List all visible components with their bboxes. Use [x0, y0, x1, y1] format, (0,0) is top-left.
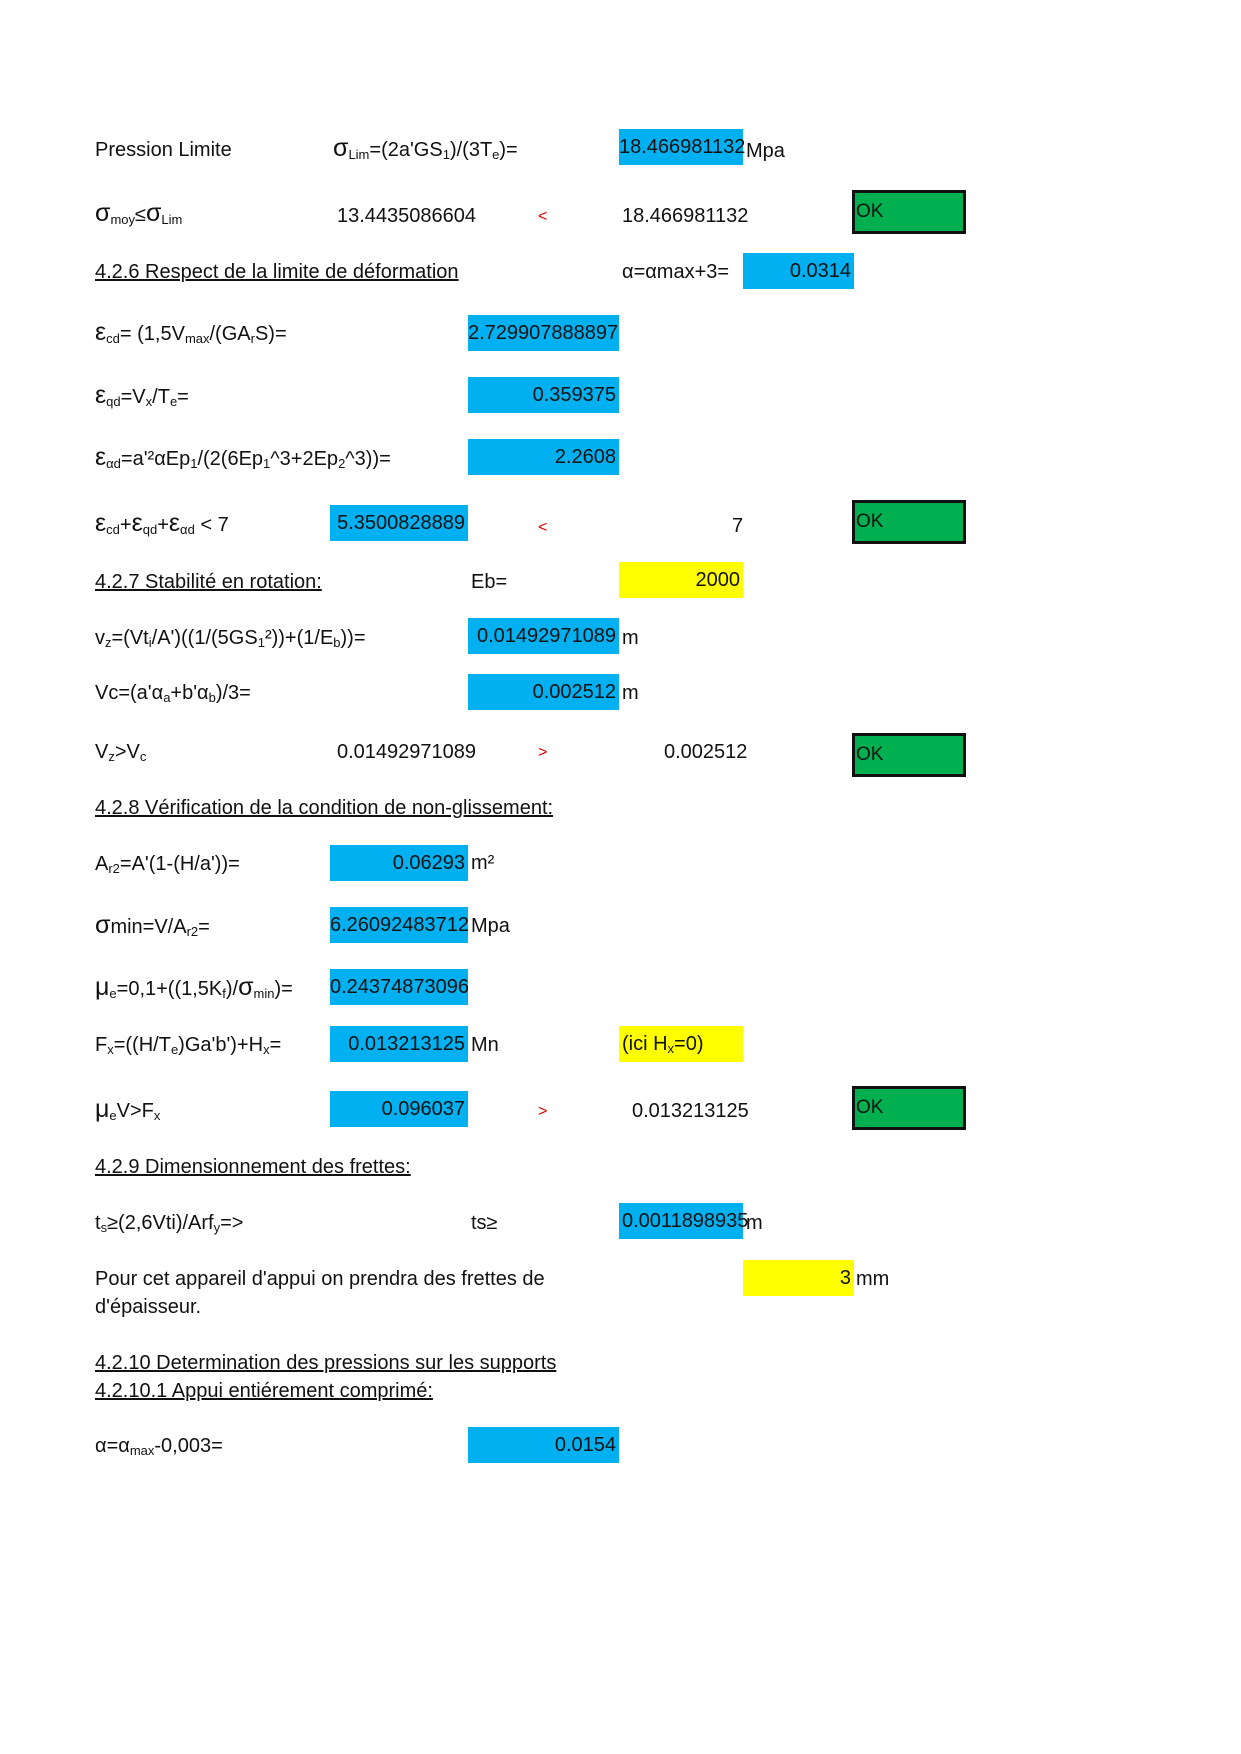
v-check-label: $V_z>V_c$: [95, 741, 147, 764]
vc-unit: m: [622, 682, 639, 704]
ts-label: ts≥: [471, 1212, 498, 1234]
frettes-unit: mm: [856, 1268, 890, 1290]
section-4-2-10-1-title: 4.2.10.1 Appui entiérement comprimé:: [95, 1380, 433, 1402]
frettes-text-line2: d'épaisseur.: [95, 1296, 202, 1318]
v-check-status: OK: [852, 733, 966, 777]
eps-check-lhs[interactable]: 5.3500828889: [330, 505, 468, 541]
eps-qd-formula: $\varepsilon_{qd}=V_x/T_e=$: [95, 381, 189, 409]
pression-limite-label: Pression Limite: [95, 139, 232, 161]
sigma-lim-formula: $\sigma_{Lim}=(2a'GS_1)/(3T_e)=$: [333, 134, 518, 162]
mu-check-lhs[interactable]: 0.096037: [330, 1091, 468, 1127]
sigma-min-formula: $\sigma\min=V/A_{r2}=$: [95, 911, 210, 939]
fx-unit: Mn: [471, 1034, 499, 1056]
mu-check-rhs: 0.013213125: [632, 1100, 749, 1122]
sigma-check-rhs: 18.466981132: [622, 205, 749, 227]
vz-value[interactable]: 0.01492971089: [468, 618, 619, 654]
mu-check-status: OK: [852, 1086, 966, 1130]
eps-ad-value[interactable]: 2.2608: [468, 439, 619, 475]
ar2-unit: m²: [471, 852, 495, 874]
sigma-min-value[interactable]: 6.26092483712: [330, 907, 468, 943]
vz-unit: m: [622, 627, 639, 649]
fx-formula: $F_x=((H/T_e)Ga'b')+H_x=$: [95, 1034, 282, 1057]
vc-formula: $Vc=(a'\alpha_a+b'\alpha_b)/3=$: [95, 682, 251, 705]
eps-cd-formula: $\varepsilon_{cd}= (1,5V_{max}/(GA_rS)=$: [95, 318, 287, 346]
alpha-final-value[interactable]: 0.0154: [468, 1427, 619, 1463]
eps-ad-formula: $\varepsilon_{\alpha d}=a'^2\alpha Ep_1/(2(6Ep_1\^{}3+2Ep_2\^{}3))=$: [95, 443, 391, 471]
eps-check-label: $\varepsilon_{cd}+\varepsilon_{qd}+\varepsilon_{\alpha d} < 7$: [95, 509, 229, 537]
sigma-check-lhs: 13.4435086604: [337, 205, 477, 227]
alpha-formula: α=αmax+3=: [622, 261, 730, 283]
section-4-2-6-title: 4.2.6 Respect de la limite de déformation: [95, 261, 459, 283]
ts-formula: $t_s\ge(2,6Vti)/Arf_y=>$: [95, 1212, 244, 1235]
mu-check-operator: >: [538, 1103, 548, 1120]
eb-label: Eb=: [471, 571, 508, 593]
v-check-rhs: 0.002512: [664, 741, 748, 763]
frettes-value[interactable]: 3: [743, 1260, 854, 1296]
eps-check-operator: <: [538, 519, 548, 536]
section-4-2-9-title: 4.2.9 Dimensionnement des frettes:: [95, 1156, 411, 1178]
mu-e-formula: $\mu_e=0,1+((1,5K_f)/\sigma_{min})=$: [95, 973, 293, 1001]
ts-value[interactable]: 0.0011898935: [619, 1203, 743, 1239]
v-check-lhs: 0.01492971089: [337, 741, 477, 763]
fx-value[interactable]: 0.013213125: [330, 1026, 468, 1062]
section-4-2-8-title: 4.2.8 Vérification de la condition de non-glissement:: [95, 797, 554, 819]
fx-note: (ici $H_x=0$): [619, 1026, 743, 1062]
eb-value[interactable]: 2000: [619, 562, 743, 598]
ar2-formula: $A_{r2}=A'(1-(H/a'))=$: [95, 853, 240, 876]
sigma-lim-unit: Mpa: [746, 140, 785, 162]
eps-qd-value[interactable]: 0.359375: [468, 377, 619, 413]
eps-check-rhs: 7: [732, 515, 744, 537]
section-4-2-10-title: 4.2.10 Determination des pressions sur les supports: [95, 1352, 557, 1374]
alpha-value[interactable]: 0.0314: [743, 253, 854, 289]
v-check-operator: >: [538, 744, 548, 761]
sigma-check-status: OK: [852, 190, 966, 234]
section-4-2-7-title: 4.2.7 Stabilité en rotation:: [95, 571, 322, 593]
vc-value[interactable]: 0.002512: [468, 674, 619, 710]
eps-cd-value[interactable]: 2.729907888897: [468, 315, 619, 351]
mu-e-value[interactable]: 0.24374873096: [330, 969, 468, 1005]
vz-formula: $v_z=(Vt_i/A')((1/(5GS_1^2))+(1/E_b))=$: [95, 627, 366, 650]
sigma-min-unit: Mpa: [471, 915, 510, 937]
alpha-final-formula: $\alpha=\alpha_{max}-0,003=$: [95, 1435, 223, 1458]
mu-check-label: $\mu_eV>F_x$: [95, 1095, 161, 1123]
sigma-lim-value[interactable]: 18.466981132: [619, 129, 743, 165]
sigma-check-label: $\sigma_{moy}\le\sigma_{Lim}$: [95, 199, 183, 227]
frettes-text-line1: Pour cet appareil d'appui on prendra des frettes de: [95, 1268, 545, 1290]
sigma-check-operator: <: [538, 208, 548, 225]
eps-check-status: OK: [852, 500, 966, 544]
ts-unit: m: [746, 1212, 763, 1234]
ar2-value[interactable]: 0.06293: [330, 845, 468, 881]
